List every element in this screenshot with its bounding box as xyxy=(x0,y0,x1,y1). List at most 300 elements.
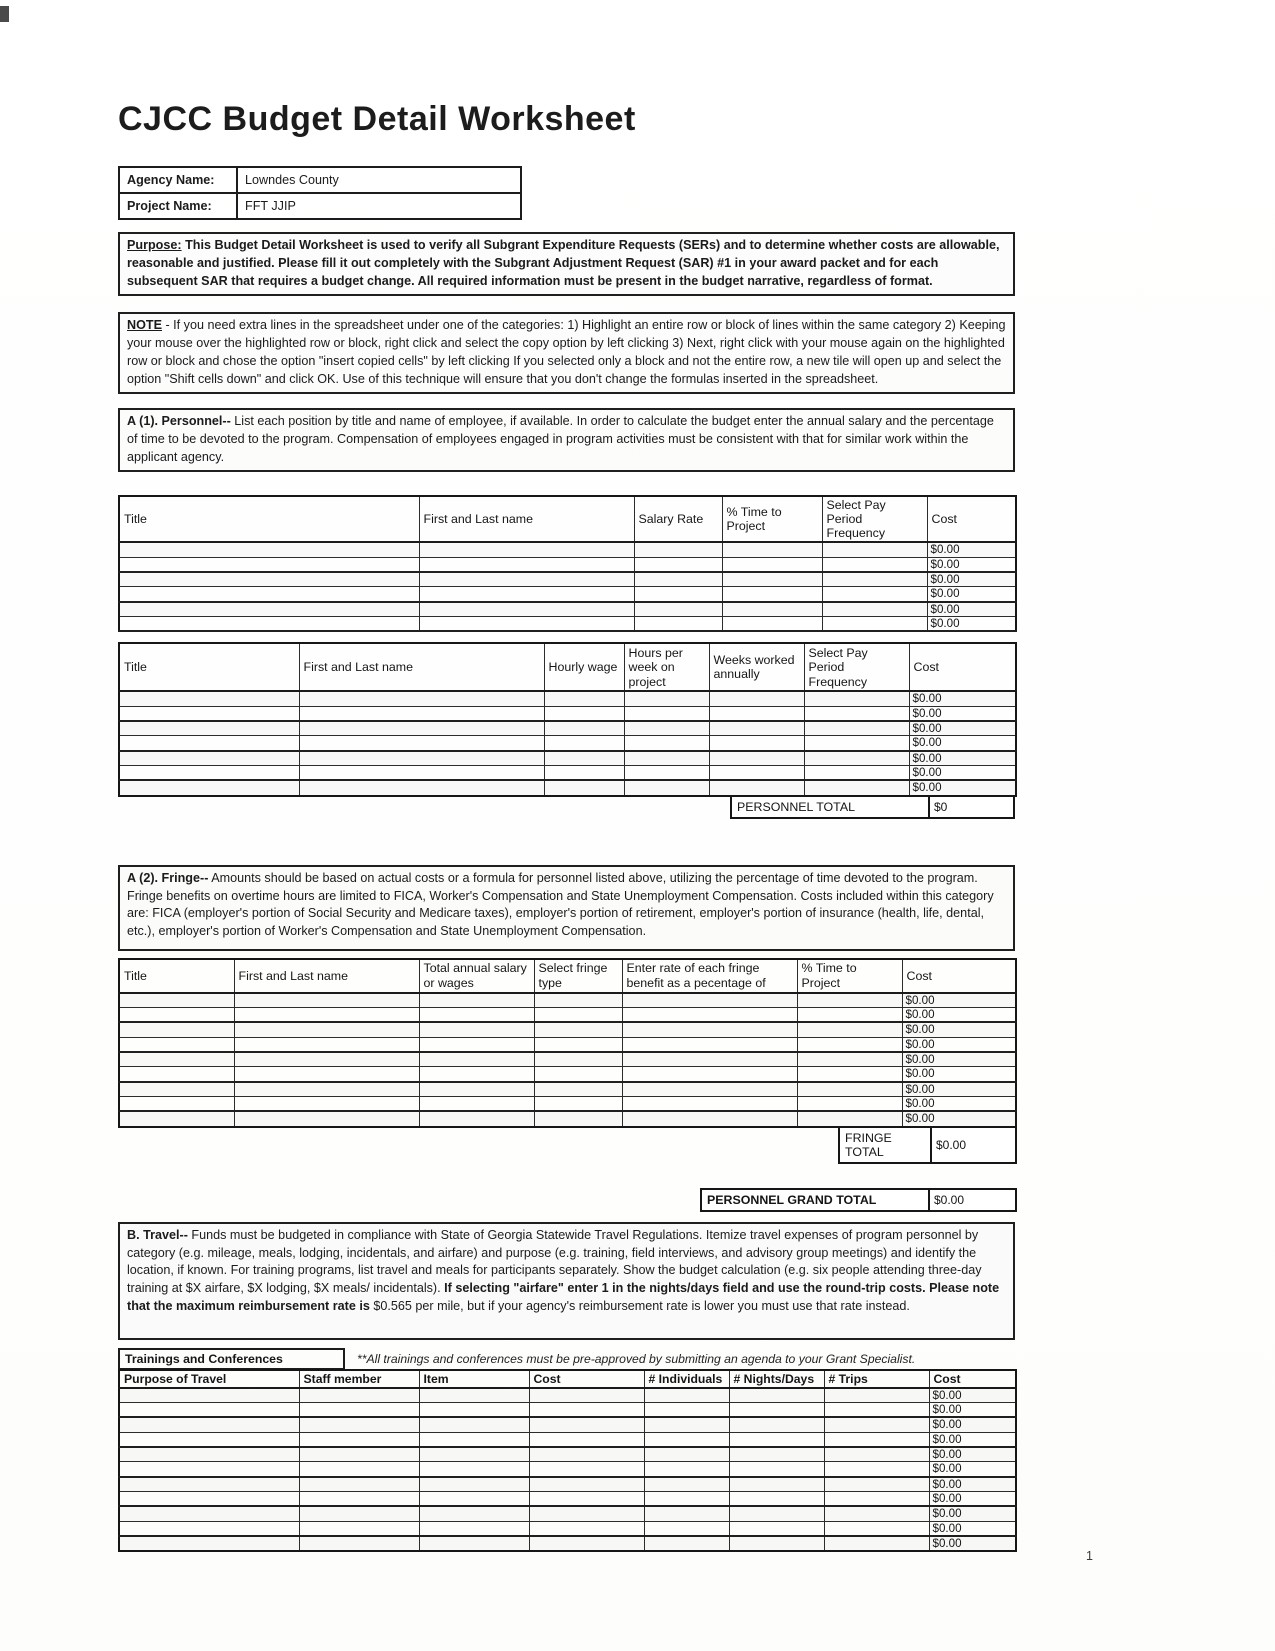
empty-cell xyxy=(622,1052,797,1067)
column-header-title: Title xyxy=(119,496,419,543)
empty-cell xyxy=(234,1067,419,1082)
project-name-value: FFT JJIP xyxy=(237,193,521,219)
project-name-label: Project Name: xyxy=(119,193,237,219)
column-header-name: First and Last name xyxy=(234,959,419,993)
empty-cell xyxy=(544,736,624,751)
empty-cell xyxy=(419,1506,529,1521)
empty-cell xyxy=(419,1477,529,1492)
empty-cell xyxy=(419,1052,534,1067)
column-header-cost-total: Cost xyxy=(929,1370,1016,1388)
empty-cell xyxy=(119,1432,299,1447)
travel-table-header-row xyxy=(119,1370,1016,1388)
cost-cell: $0.00 xyxy=(909,766,1016,781)
table-row xyxy=(119,1111,1016,1126)
cost-cell: $0.00 xyxy=(929,1417,1016,1432)
empty-cell xyxy=(824,1403,929,1418)
empty-cell xyxy=(624,751,709,766)
empty-cell xyxy=(824,1447,929,1462)
empty-cell xyxy=(299,1506,419,1521)
empty-cell xyxy=(119,602,419,617)
table-row xyxy=(119,572,1016,587)
empty-cell xyxy=(119,557,419,572)
empty-cell xyxy=(634,557,722,572)
empty-cell xyxy=(729,1388,824,1403)
table-row xyxy=(119,1536,1016,1551)
empty-cell xyxy=(544,691,624,706)
empty-cell xyxy=(299,766,544,781)
personnel-grand-total-value: $0.00 xyxy=(934,1192,965,1207)
empty-cell xyxy=(119,736,299,751)
cost-cell: $0.00 xyxy=(927,617,1016,632)
empty-cell xyxy=(534,1096,622,1111)
empty-cell xyxy=(119,617,419,632)
empty-cell xyxy=(729,1447,824,1462)
empty-cell xyxy=(419,1417,529,1432)
table-row xyxy=(119,1491,1016,1506)
cost-cell: $0.00 xyxy=(929,1521,1016,1536)
empty-cell xyxy=(119,1037,234,1052)
cost-cell: $0.00 xyxy=(909,751,1016,766)
empty-cell xyxy=(644,1491,729,1506)
empty-cell xyxy=(729,1536,824,1551)
empty-cell xyxy=(119,1477,299,1492)
empty-cell xyxy=(299,736,544,751)
empty-cell xyxy=(544,706,624,721)
empty-cell xyxy=(419,1536,529,1551)
empty-cell xyxy=(824,1506,929,1521)
cost-cell: $0.00 xyxy=(902,1022,1016,1037)
table-row xyxy=(119,1462,1016,1477)
empty-cell xyxy=(722,587,822,602)
empty-cell xyxy=(634,587,722,602)
cost-cell: $0.00 xyxy=(929,1388,1016,1403)
empty-cell xyxy=(119,572,419,587)
empty-cell xyxy=(419,572,634,587)
empty-cell xyxy=(534,1022,622,1037)
empty-cell xyxy=(622,1111,797,1126)
empty-cell xyxy=(624,691,709,706)
table-row xyxy=(119,587,1016,602)
empty-cell xyxy=(299,1417,419,1432)
empty-cell xyxy=(824,1432,929,1447)
empty-cell xyxy=(119,751,299,766)
personnel-grand-total-box xyxy=(700,1188,1017,1212)
cost-cell: $0.00 xyxy=(902,1037,1016,1052)
empty-cell xyxy=(709,706,804,721)
empty-cell xyxy=(644,1403,729,1418)
column-header-staff-member: Staff member xyxy=(299,1370,419,1388)
column-header-cost: Cost xyxy=(927,496,1016,543)
salary-table-header-row xyxy=(119,496,1016,543)
empty-cell xyxy=(534,1052,622,1067)
empty-cell xyxy=(419,1432,529,1447)
empty-cell xyxy=(729,1521,824,1536)
empty-cell xyxy=(709,766,804,781)
personnel-total-box xyxy=(730,795,1015,819)
cost-cell: $0.00 xyxy=(902,1067,1016,1082)
cost-cell: $0.00 xyxy=(902,1096,1016,1111)
empty-cell xyxy=(299,1403,419,1418)
fringe-table-header-row xyxy=(119,959,1016,993)
table-row xyxy=(119,751,1016,766)
empty-cell xyxy=(119,587,419,602)
column-header-item: Item xyxy=(419,1370,529,1388)
table-row xyxy=(119,1447,1016,1462)
empty-cell xyxy=(419,1082,534,1097)
empty-cell xyxy=(722,617,822,632)
empty-cell xyxy=(419,1096,534,1111)
empty-cell xyxy=(529,1447,644,1462)
empty-cell xyxy=(234,1052,419,1067)
scan-artifact xyxy=(0,6,9,22)
empty-cell xyxy=(824,1491,929,1506)
column-header-title: Title xyxy=(119,959,234,993)
cost-cell: $0.00 xyxy=(927,572,1016,587)
cost-cell: $0.00 xyxy=(929,1432,1016,1447)
table-row xyxy=(119,1022,1016,1037)
cost-cell: $0.00 xyxy=(927,542,1016,557)
empty-cell xyxy=(624,780,709,795)
empty-cell xyxy=(299,1447,419,1462)
cost-cell: $0.00 xyxy=(927,557,1016,572)
cost-cell: $0.00 xyxy=(902,1052,1016,1067)
agency-name-row xyxy=(119,167,521,193)
empty-cell xyxy=(729,1506,824,1521)
empty-cell xyxy=(634,572,722,587)
empty-cell xyxy=(299,751,544,766)
empty-cell xyxy=(622,1082,797,1097)
empty-cell xyxy=(529,1477,644,1492)
empty-cell xyxy=(119,1022,234,1037)
empty-cell xyxy=(299,780,544,795)
table-row xyxy=(119,1096,1016,1111)
empty-cell xyxy=(119,1403,299,1418)
empty-cell xyxy=(824,1462,929,1477)
empty-cell xyxy=(544,721,624,736)
table-row xyxy=(119,691,1016,706)
empty-cell xyxy=(822,587,927,602)
empty-cell xyxy=(234,1022,419,1037)
empty-cell xyxy=(119,1521,299,1536)
column-header-name: First and Last name xyxy=(299,643,544,691)
empty-cell xyxy=(644,1432,729,1447)
empty-cell xyxy=(234,1111,419,1126)
empty-cell xyxy=(419,1067,534,1082)
empty-cell xyxy=(419,1111,534,1126)
empty-cell xyxy=(529,1403,644,1418)
empty-cell xyxy=(119,1111,234,1126)
note-label: NOTE xyxy=(127,318,162,332)
empty-cell xyxy=(119,1096,234,1111)
table-row xyxy=(119,1506,1016,1521)
cost-cell: $0.00 xyxy=(909,691,1016,706)
empty-cell xyxy=(299,1388,419,1403)
cost-cell: $0.00 xyxy=(927,602,1016,617)
table-row xyxy=(119,1417,1016,1432)
cost-cell: $0.00 xyxy=(909,736,1016,751)
column-header-pay-period: Select Pay Period Frequency xyxy=(804,643,909,691)
cost-cell: $0.00 xyxy=(929,1403,1016,1418)
empty-cell xyxy=(822,542,927,557)
empty-cell xyxy=(299,1432,419,1447)
empty-cell xyxy=(119,1447,299,1462)
cost-cell: $0.00 xyxy=(902,1008,1016,1023)
empty-cell xyxy=(644,1477,729,1492)
empty-cell xyxy=(419,1447,529,1462)
empty-cell xyxy=(797,1096,902,1111)
table-row xyxy=(119,617,1016,632)
column-header-hours-per-week: Hours per week on project xyxy=(624,643,709,691)
personnel-grand-total-row xyxy=(118,1188,1015,1212)
column-header-time-to-project: % Time to Project xyxy=(797,959,902,993)
empty-cell xyxy=(119,993,234,1008)
empty-cell xyxy=(624,706,709,721)
cost-cell: $0.00 xyxy=(902,1111,1016,1126)
empty-cell xyxy=(119,1388,299,1403)
column-header-fringe-rate: Enter rate of each fringe benefit as a pecentage of xyxy=(622,959,797,993)
empty-cell xyxy=(644,1388,729,1403)
empty-cell xyxy=(419,1022,534,1037)
empty-cell xyxy=(119,766,299,781)
column-header-annual-salary: Total annual salary or wages xyxy=(419,959,534,993)
table-row xyxy=(119,766,1016,781)
column-header-salary-rate: Salary Rate xyxy=(634,496,722,543)
empty-cell xyxy=(299,721,544,736)
column-header-cost: Cost xyxy=(909,643,1016,691)
personnel-grand-total-label: PERSONNEL GRAND TOTAL xyxy=(702,1190,930,1210)
purpose-box xyxy=(118,232,1015,296)
empty-cell xyxy=(529,1506,644,1521)
agency-name-label: Agency Name: xyxy=(119,167,237,193)
empty-cell xyxy=(797,1111,902,1126)
cost-cell: $0.00 xyxy=(909,721,1016,736)
fringe-total-row xyxy=(118,1126,1015,1164)
empty-cell xyxy=(419,1403,529,1418)
empty-cell xyxy=(119,1067,234,1082)
empty-cell xyxy=(529,1388,644,1403)
empty-cell xyxy=(119,1506,299,1521)
empty-cell xyxy=(534,1008,622,1023)
table-row xyxy=(119,780,1016,795)
empty-cell xyxy=(797,1052,902,1067)
empty-cell xyxy=(729,1462,824,1477)
column-header-pay-period: Select Pay Period Frequency xyxy=(822,496,927,543)
spacer xyxy=(118,795,730,819)
empty-cell xyxy=(622,1067,797,1082)
empty-cell xyxy=(709,721,804,736)
cost-cell: $0.00 xyxy=(929,1536,1016,1551)
empty-cell xyxy=(644,1447,729,1462)
cost-cell: $0.00 xyxy=(929,1506,1016,1521)
column-header-purpose-of-travel: Purpose of Travel xyxy=(119,1370,299,1388)
table-row xyxy=(119,542,1016,557)
empty-cell xyxy=(234,1037,419,1052)
table-row xyxy=(119,1477,1016,1492)
empty-cell xyxy=(299,1491,419,1506)
empty-cell xyxy=(634,542,722,557)
empty-cell xyxy=(644,1506,729,1521)
empty-cell xyxy=(419,1037,534,1052)
empty-cell xyxy=(119,691,299,706)
empty-cell xyxy=(822,572,927,587)
fringe-table xyxy=(118,958,1017,1128)
trainings-conferences-row xyxy=(118,1348,1015,1369)
empty-cell xyxy=(729,1417,824,1432)
empty-cell xyxy=(529,1417,644,1432)
trainings-conferences-label: Trainings and Conferences xyxy=(118,1348,345,1369)
empty-cell xyxy=(709,780,804,795)
cost-cell: $0.00 xyxy=(927,587,1016,602)
section-b-text-1: Funds must be budgeted in compliance with State of Georgia Statewide Travel Regulations. Itemize travel expenses of program personnel by category (e.g. mileage, meals, lodging, incidentals, and airfare) and purpose (e.g. training, field interviews, and advisory group meetings) and identify the location, if known. For training programs, list travel and meals for participants separately. Show the budget calculation (e.g. six people attending three-day training at $X airfare, $X lodging, $X meals/ incidentals). xyxy=(127,1227,982,1296)
empty-cell xyxy=(419,617,634,632)
empty-cell xyxy=(529,1536,644,1551)
empty-cell xyxy=(419,542,634,557)
document-content xyxy=(118,0,1015,1552)
empty-cell xyxy=(622,1022,797,1037)
empty-cell xyxy=(824,1388,929,1403)
empty-cell xyxy=(824,1521,929,1536)
cost-cell: $0.00 xyxy=(909,780,1016,795)
spacer xyxy=(118,1126,838,1164)
empty-cell xyxy=(534,1111,622,1126)
empty-cell xyxy=(234,1082,419,1097)
page-number: 1 xyxy=(1086,1549,1093,1563)
table-row xyxy=(119,1037,1016,1052)
empty-cell xyxy=(624,766,709,781)
empty-cell xyxy=(299,706,544,721)
column-header-trips: # Trips xyxy=(824,1370,929,1388)
travel-table xyxy=(118,1369,1017,1553)
empty-cell xyxy=(419,1462,529,1477)
empty-cell xyxy=(822,557,927,572)
empty-cell xyxy=(804,721,909,736)
fringe-total-label: FRINGE TOTAL xyxy=(840,1128,932,1162)
empty-cell xyxy=(709,691,804,706)
empty-cell xyxy=(729,1432,824,1447)
empty-cell xyxy=(797,1082,902,1097)
table-row xyxy=(119,721,1016,736)
personnel-total-row xyxy=(118,795,1015,819)
empty-cell xyxy=(622,1096,797,1111)
empty-cell xyxy=(622,1008,797,1023)
trainings-conferences-note: **All trainings and conferences must be pre-approved by submitting an agenda to your Grant Specialist. xyxy=(357,1351,916,1366)
empty-cell xyxy=(644,1536,729,1551)
empty-cell xyxy=(529,1462,644,1477)
note-text: - If you need extra lines in the spreadsheet under one of the categories: 1) Highlight an entire row or block of lines within the same category 2) Keeping your mouse over the highlighted row or block, right click and select the copy option by left clicking 3) Next, right click with your mouse again on the highlighted row or block and chose the option "insert copied cells" by left clicking If you selected only a block and not the entire row, a new tile will open up and select the option "Shift cells down" and click OK. Use of this technique will ensure that you don't change the formulas inserted in the spreadsheet. xyxy=(127,318,1006,386)
empty-cell xyxy=(119,1008,234,1023)
column-header-name: First and Last name xyxy=(419,496,634,543)
empty-cell xyxy=(119,1491,299,1506)
table-row xyxy=(119,736,1016,751)
empty-cell xyxy=(722,542,822,557)
empty-cell xyxy=(804,736,909,751)
section-b-label: B. Travel-- xyxy=(127,1227,188,1242)
note-box xyxy=(118,312,1015,394)
empty-cell xyxy=(824,1417,929,1432)
table-row xyxy=(119,1067,1016,1082)
cost-cell: $0.00 xyxy=(929,1491,1016,1506)
empty-cell xyxy=(119,1536,299,1551)
column-header-individuals: # Individuals xyxy=(644,1370,729,1388)
personnel-salary-table xyxy=(118,495,1017,633)
section-a1-box xyxy=(118,408,1015,472)
table-row xyxy=(119,1082,1016,1097)
cost-cell: $0.00 xyxy=(929,1477,1016,1492)
empty-cell xyxy=(119,1417,299,1432)
empty-cell xyxy=(804,706,909,721)
section-a2-box xyxy=(118,865,1015,951)
empty-cell xyxy=(419,587,634,602)
empty-cell xyxy=(234,1008,419,1023)
project-name-row xyxy=(119,193,521,219)
empty-cell xyxy=(797,1067,902,1082)
purpose-text: This Budget Detail Worksheet is used to verify all Subgrant Expenditure Requests (SERs) and to determine whether costs are allowable, reasonable and justified. Please fill it out completely with the Subgrant Adjustment Request (SAR) #1 in your award packet and for each subsequent SAR that requires a budget change. All required information must be present in the budget narrative, regardless of format. xyxy=(127,238,1000,288)
empty-cell xyxy=(544,751,624,766)
empty-cell xyxy=(234,993,419,1008)
empty-cell xyxy=(299,1462,419,1477)
empty-cell xyxy=(534,1082,622,1097)
section-b-box xyxy=(118,1222,1015,1340)
empty-cell xyxy=(419,557,634,572)
empty-cell xyxy=(419,1521,529,1536)
empty-cell xyxy=(822,617,927,632)
column-header-weeks-worked: Weeks worked annually xyxy=(709,643,804,691)
table-row xyxy=(119,1432,1016,1447)
empty-cell xyxy=(419,602,634,617)
empty-cell xyxy=(634,617,722,632)
empty-cell xyxy=(722,557,822,572)
agency-project-table xyxy=(118,166,522,220)
empty-cell xyxy=(797,1037,902,1052)
empty-cell xyxy=(797,1022,902,1037)
empty-cell xyxy=(119,1052,234,1067)
empty-cell xyxy=(729,1477,824,1492)
empty-cell xyxy=(624,721,709,736)
table-row xyxy=(119,1403,1016,1418)
column-header-nights-days: # Nights/Days xyxy=(729,1370,824,1388)
section-a2-text: Amounts should be based on actual costs or a formula for personnel listed above, utilizing the percentage of time devoted to the program. Fringe benefits on overtime hours are limited to FICA, Worker's Compensation and State Unemployment Compensation. Costs included within this category are: FICA (employer's portion of Social Security and Medicare taxes), employer's portion of retirement, employer's portion of insurance (health, life, dental, etc.), employer's portion of Worker's Compensation and State Unemployment Compensation. xyxy=(127,870,994,939)
cost-cell: $0.00 xyxy=(902,1082,1016,1097)
empty-cell xyxy=(797,993,902,1008)
empty-cell xyxy=(234,1096,419,1111)
empty-cell xyxy=(119,706,299,721)
fringe-total-box xyxy=(838,1126,1017,1164)
table-row xyxy=(119,1521,1016,1536)
empty-cell xyxy=(119,542,419,557)
empty-cell xyxy=(729,1491,824,1506)
empty-cell xyxy=(729,1403,824,1418)
purpose-label: Purpose: xyxy=(127,238,182,252)
column-header-time-to-project: % Time to Project xyxy=(722,496,822,543)
table-row xyxy=(119,1388,1016,1403)
empty-cell xyxy=(119,721,299,736)
page-title: CJCC Budget Detail Worksheet xyxy=(118,100,636,138)
cost-cell: $0.00 xyxy=(902,993,1016,1008)
empty-cell xyxy=(644,1417,729,1432)
column-header-title: Title xyxy=(119,643,299,691)
empty-cell xyxy=(797,1008,902,1023)
spacer xyxy=(118,1188,700,1212)
empty-cell xyxy=(634,602,722,617)
section-a2-label: A (2). Fringe-- xyxy=(127,870,209,885)
empty-cell xyxy=(544,766,624,781)
empty-cell xyxy=(804,751,909,766)
empty-cell xyxy=(709,736,804,751)
table-row xyxy=(119,602,1016,617)
empty-cell xyxy=(419,1388,529,1403)
empty-cell xyxy=(119,780,299,795)
table-row xyxy=(119,557,1016,572)
